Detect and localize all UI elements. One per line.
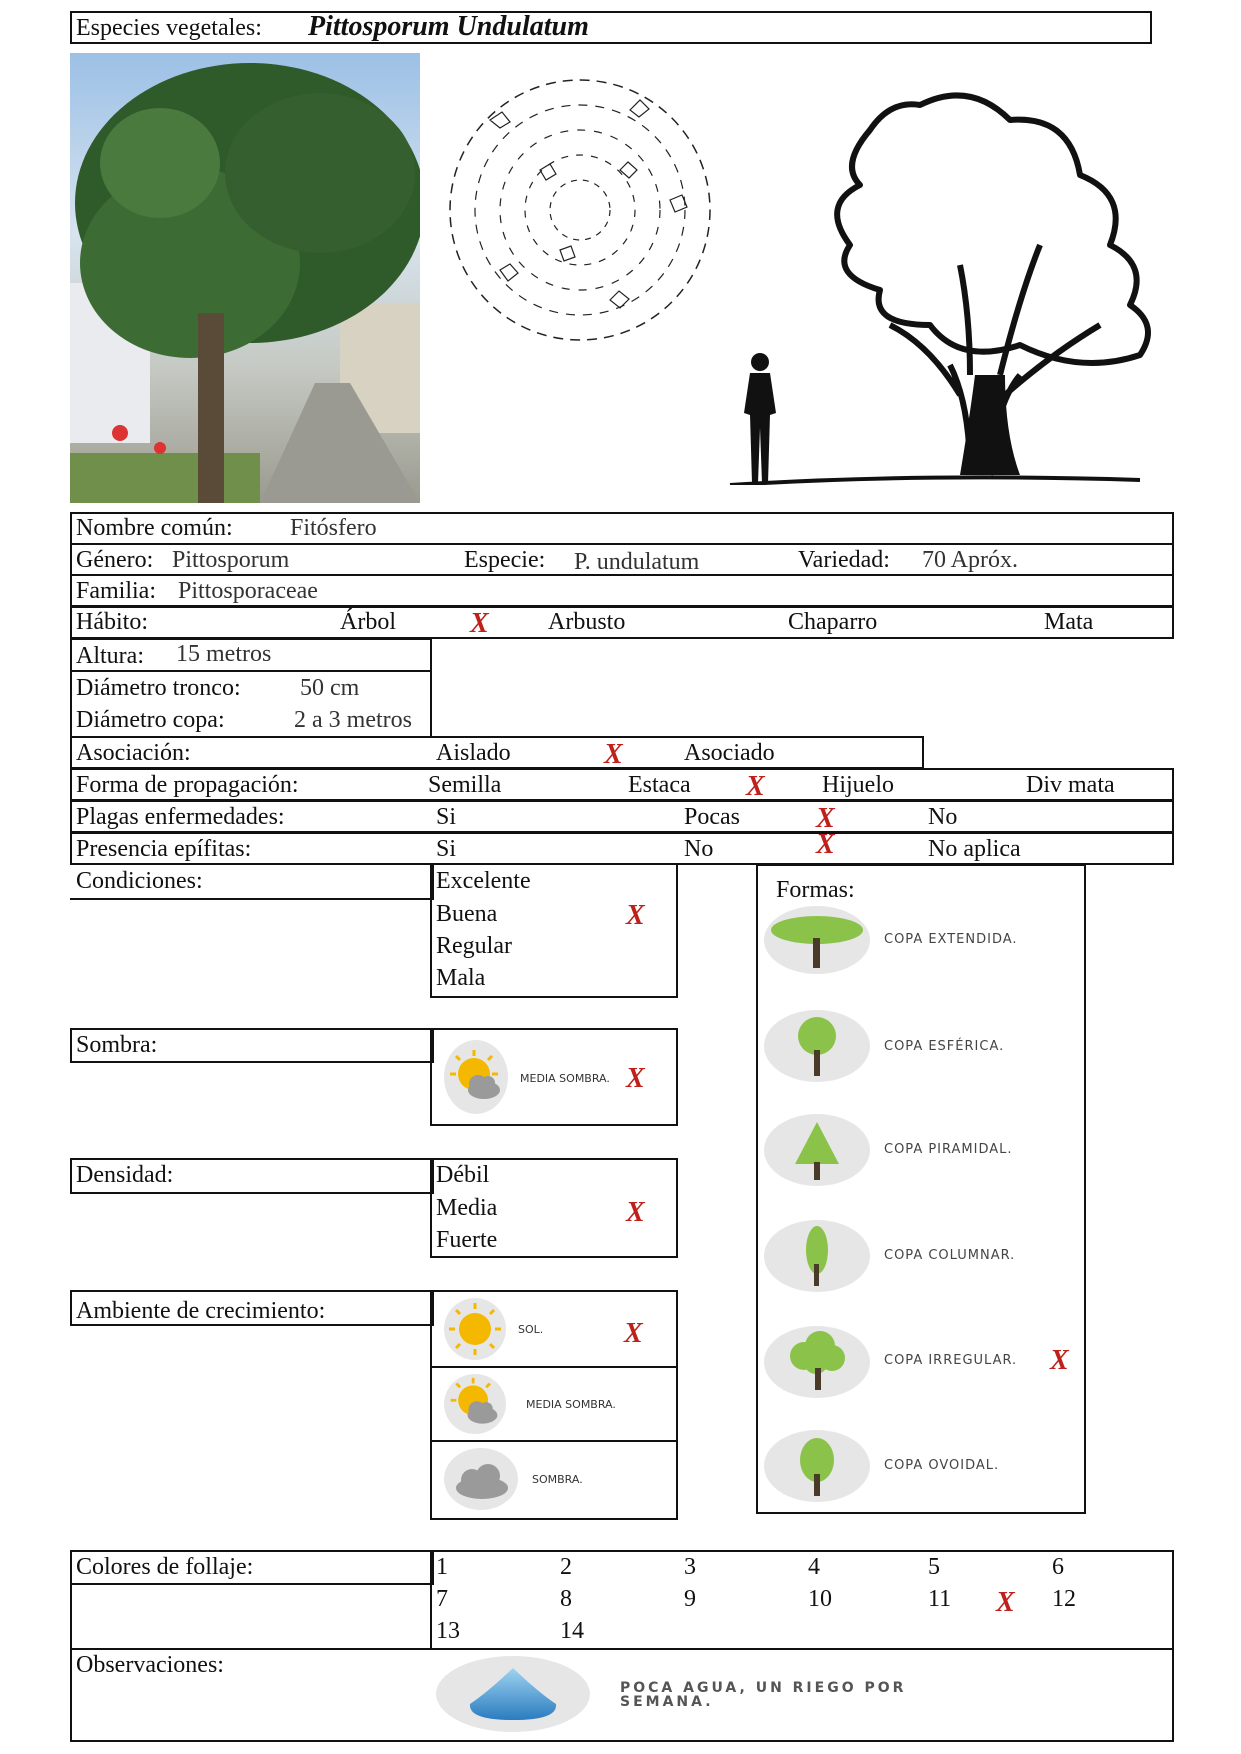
sun-icon [447,1301,503,1357]
color-8: 8 [560,1586,572,1612]
plagas-mark: X [816,803,835,834]
condiciones-opt-buena: Buena [436,901,498,927]
habito-opt-arbusto: Arbusto [548,609,626,635]
asociacion-label: Asociación: [76,740,191,766]
formas-mark: X [1050,1345,1069,1376]
propagacion-label: Forma de propagación: [76,772,299,798]
asociacion-opt-asociado: Asociado [684,740,775,766]
ambiente-divider-1 [430,1366,678,1368]
color-5: 5 [928,1554,940,1580]
condiciones-label: Condiciones: [76,868,203,894]
condiciones-opt-regular: Regular [436,933,512,959]
color-3: 3 [684,1554,696,1580]
colores-mark: X [996,1587,1015,1618]
tronco-label: Diámetro tronco: [76,675,241,701]
variedad-value: 70 Apróx. [922,547,1018,573]
copa-value: 2 a 3 metros [294,707,412,733]
propagacion-opt-divmata: Div mata [1026,772,1115,798]
half-shade-2-icon [447,1376,503,1432]
habito-opt-mata: Mata [1044,609,1094,635]
color-6: 6 [1052,1554,1064,1580]
dimensions-divider-1 [70,670,432,672]
plagas-opt-si: Si [436,804,457,830]
altura-label: Altura: [76,643,144,669]
genero-label: Género: [76,547,154,573]
forma-irregular: COPA IRREGULAR. [884,1353,1018,1368]
title-bar [70,11,1152,44]
habito-label: Hábito: [76,609,148,635]
plagas-label: Plagas enfermedades: [76,804,285,830]
ovoid-crown-icon [787,1434,847,1498]
sombra-mark: X [626,1063,645,1094]
tronco-value: 50 cm [300,675,360,701]
especie-value: P. undulatum [574,549,700,575]
canopy-plan-drawing [430,50,730,370]
photo-illustration [70,53,420,503]
propagacion-opt-hijuelo: Hijuelo [822,772,894,798]
spreading-crown-icon [767,908,867,972]
color-10: 10 [808,1586,832,1612]
forma-columnar: COPA COLUMNAR. [884,1248,1016,1263]
tree-elevation-drawing [720,75,1180,485]
epifitas-mark: X [816,829,835,860]
color-7: 7 [436,1586,448,1612]
plagas-opt-pocas: Pocas [684,804,740,830]
densidad-opt-debil: Débil [436,1162,490,1188]
color-4: 4 [808,1554,820,1580]
altura-value: 15 metros [176,641,272,667]
epifitas-opt-si: Si [436,836,457,862]
asociacion-opt-aislado: Aislado [436,740,511,766]
epifitas-opt-no: No [684,836,714,862]
habito-mark: X [470,608,489,639]
color-14: 14 [560,1618,584,1644]
sombra-label: Sombra: [76,1032,158,1058]
ambiente-label: Ambiente de crecimiento: [76,1298,326,1324]
forma-ovoidal: COPA OVOIDAL. [884,1458,1000,1473]
forma-esferica: COPA ESFÉRICA. [884,1039,1005,1054]
species-name: Pittosporum Undulatum [308,11,589,42]
title-label: Especies vegetales: [76,15,262,41]
densidad-opt-fuerte: Fuerte [436,1227,498,1253]
sombra-caption: MEDIA SOMBRA. [520,1072,610,1085]
observaciones-label: Observaciones: [76,1652,224,1678]
variedad-label: Variedad: [798,547,890,573]
nombre-value: Fitósfero [290,515,377,541]
copa-label: Diámetro copa: [76,707,225,733]
color-9: 9 [684,1586,696,1612]
familia-label: Familia: [76,578,156,604]
water-drop-icon [458,1664,568,1724]
formas-label: Formas: [776,877,855,903]
condiciones-opt-excelente: Excelente [436,868,531,894]
condiciones-opt-mala: Mala [436,965,486,991]
ambiente-mark: X [624,1318,643,1349]
habito-opt-arbol: Árbol [340,609,396,635]
asociacion-mark: X [604,739,623,770]
half-shade-icon [446,1048,506,1108]
tree-photo [70,53,420,503]
densidad-opt-media: Media [436,1195,498,1221]
color-1: 1 [436,1554,448,1580]
forma-extendida: COPA EXTENDIDA. [884,932,1018,947]
propagacion-opt-estaca: Estaca [628,772,691,798]
row-nombre [70,512,1174,545]
plagas-opt-no: No [928,804,958,830]
condiciones-mark: X [626,900,645,931]
ambiente-divider-2 [430,1440,678,1442]
propagacion-opt-semilla: Semilla [428,772,502,798]
densidad-mark: X [626,1197,645,1228]
epifitas-label: Presencia epífitas: [76,836,252,862]
color-13: 13 [436,1618,460,1644]
pyramidal-crown-icon [787,1118,847,1182]
colores-divider [430,1550,432,1650]
propagacion-mark: X [746,771,765,802]
especie-label: Especie: [464,547,546,573]
spherical-crown-icon [787,1014,847,1078]
genero-value: Pittosporum [172,547,290,573]
observaciones-text-1: POCA AGUA, UN RIEGO POR [620,1680,907,1696]
columnar-crown-icon [787,1224,847,1288]
ambiente-opt-sombra: SOMBRA. [532,1473,583,1486]
color-11: 11 [928,1586,952,1612]
observaciones-text-2: SEMANA. [620,1694,714,1710]
cloud-icon [448,1458,512,1502]
irregular-crown-icon [782,1328,852,1392]
ambiente-opt-media: MEDIA SOMBRA. [526,1398,616,1411]
familia-value: Pittosporaceae [178,578,318,604]
color-2: 2 [560,1554,572,1580]
habito-opt-chaparro: Chaparro [788,609,878,635]
colores-label: Colores de follaje: [76,1554,254,1580]
epifitas-opt-noaplica: No aplica [928,836,1021,862]
ambiente-opt-sol: SOL. [518,1323,544,1336]
color-12: 12 [1052,1586,1076,1612]
forma-piramidal: COPA PIRAMIDAL. [884,1142,1013,1157]
densidad-label: Densidad: [76,1162,174,1188]
nombre-label: Nombre común: [76,515,233,541]
